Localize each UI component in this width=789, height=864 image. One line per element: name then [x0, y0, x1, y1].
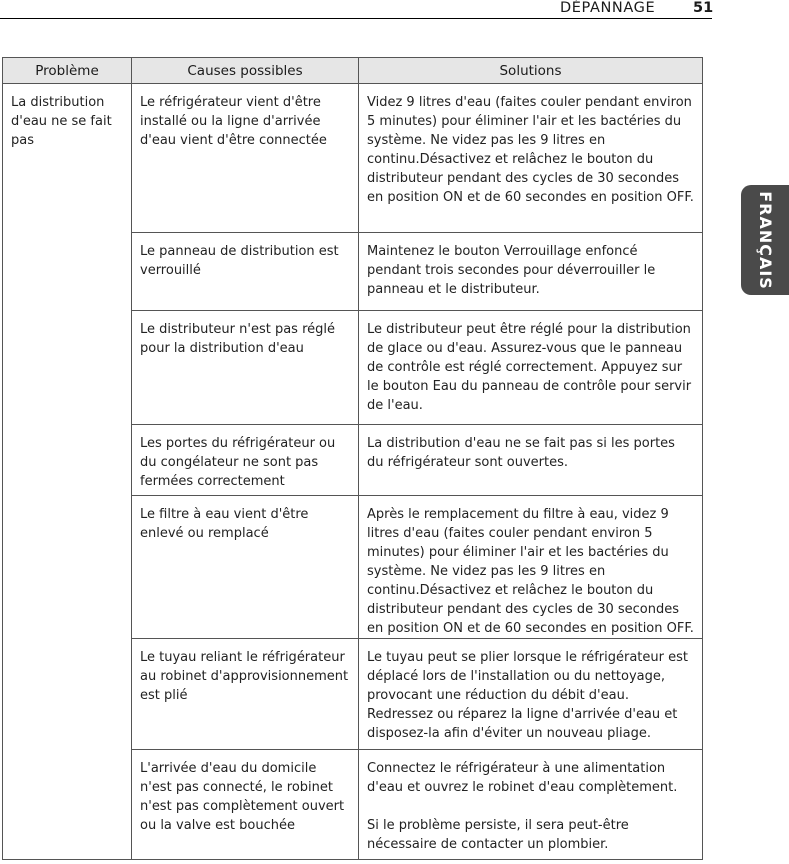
column-header-problem: Problème [3, 58, 132, 84]
solution-cell: Maintenez le bouton Verrouillage enfoncé pendant trois secondes pour déverrouiller le panneau et le distributeur. [359, 233, 703, 311]
cause-cell: Le filtre à eau vient d'être enlevé ou remplacé [132, 496, 359, 639]
cause-cell: Le réfrigérateur vient d'être installé ou la ligne d'arrivée d'eau vient d'être connectée [132, 84, 359, 233]
solution-extra-text: Si le problème persiste, il sera peut-être nécessaire de contacter un plombier. [367, 818, 629, 852]
troubleshooting-table [2, 57, 703, 860]
table-header-row [3, 58, 703, 84]
solution-cell: Après le remplacement du filtre à eau, videz 9 litres d'eau (faites couler pendant environ 5 minutes) pour éliminer l'air et les bactéries du système. Ne videz pas les 9 litres en continu.Désactivez et relâchez le bouton du distributeur pendant des cycles de 30 secondes en position ON et de 60 secondes en position OFF. [359, 496, 703, 639]
language-tab [741, 185, 789, 295]
cause-cell: Le tuyau reliant le réfrigérateur au robinet d'approvisionnement est plié [132, 639, 359, 750]
solution-cell: Le tuyau peut se plier lorsque le réfrigérateur est déplacé lors de l'installation ou du nettoyage, provocant une réduction du débit d'eau. Redressez ou réparez la ligne d'arrivée d'eau et disposez-la afin d'éviter un nouveau pliage. [359, 639, 703, 750]
language-tab-label: FRANÇAIS [755, 190, 775, 290]
cause-cell: L'arrivée d'eau du domicile n'est pas connecté, le robinet n'est pas complètement ouvert ou la valve est bouchée [132, 750, 359, 860]
solution-cell [359, 750, 703, 860]
solution-cell: Le distributeur peut être réglé pour la distribution de glace ou d'eau. Assurez-vous que le panneau de contrôle est réglé correctement. Appuyez sur le bouton Eau du panneau de contrôle pour servir de l'eau. [359, 311, 703, 425]
table-row [3, 84, 703, 233]
section-title: DÉPANNAGE [560, 0, 656, 16]
cause-cell: Le panneau de distribution est verrouillé [132, 233, 359, 311]
header-rule [0, 18, 712, 19]
column-header-solutions: Solutions [359, 58, 703, 84]
solution-cell: Videz 9 litres d'eau (faites couler pendant environ 5 minutes) pour éliminer l'air et les bactéries du système. Ne videz pas les 9 litres en continu.Désactivez et relâchez le bouton du distributeur pendant des cycles de 30 secondes en position ON et de 60 secondes en position OFF. [359, 84, 703, 233]
solution-cell: La distribution d'eau ne se fait pas si les portes du réfrigérateur sont ouvertes. [359, 425, 703, 496]
column-header-causes: Causes possibles [132, 58, 359, 84]
cause-cell: Les portes du réfrigérateur ou du congélateur ne sont pas fermées correctement [132, 425, 359, 496]
paragraph-gap [367, 797, 695, 816]
page-number: 51 [693, 0, 714, 16]
solution-text: Connectez le réfrigérateur à une alimentation d'eau et ouvrez le robinet d'eau complètement. [367, 761, 678, 795]
problem-cell: La distribution d'eau ne se fait pas [3, 84, 132, 860]
cause-cell: Le distributeur n'est pas réglé pour la distribution d'eau [132, 311, 359, 425]
